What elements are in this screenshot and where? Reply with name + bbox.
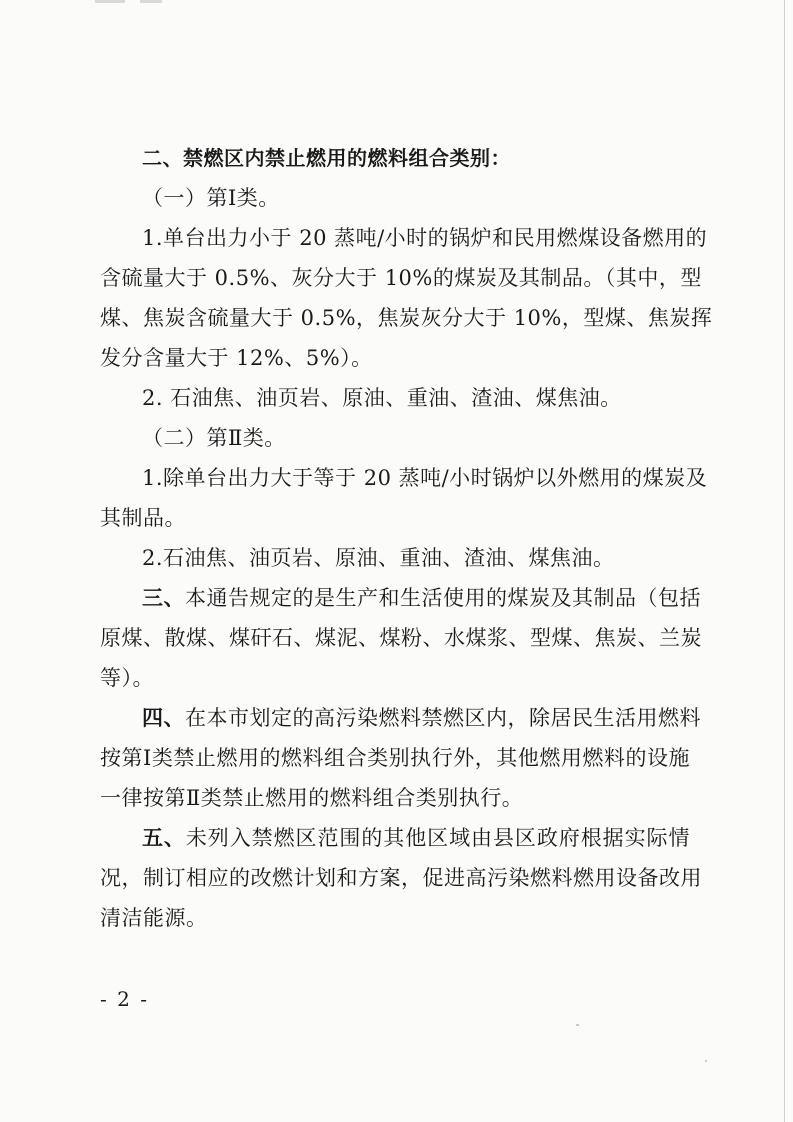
- section-three-line: 等）。: [100, 666, 154, 690]
- section-three-line: 原煤、散煤、煤矸石、煤泥、煤粉、水煤浆、型煤、焦炭、兰炭: [100, 626, 702, 650]
- section-four-line: 按第Ⅰ类禁止燃用的燃料组合类别执行外，其他燃用燃料的设施: [100, 746, 690, 770]
- section-five-text: 未列入禁燃区范围的其他区域由县区政府根据实际情: [185, 826, 690, 850]
- cat2-item1-line: 其制品。: [100, 506, 186, 530]
- cat1-item1-line: 发分含量大于 12%、5%）。: [100, 346, 373, 370]
- section-four-line: 一律按第Ⅱ类禁止燃用的燃料组合类别执行。: [100, 786, 524, 810]
- category-one-title: （一）第Ⅰ类。: [142, 186, 280, 210]
- section-four-text: 在本市划定的高污染燃料禁燃区内，除居民生活用燃料: [185, 706, 701, 730]
- document-body: [100, 138, 713, 938]
- section-three-line: [100, 578, 701, 618]
- section-five-line: 清洁能源。: [100, 906, 208, 930]
- section-four-line: [100, 698, 701, 738]
- section-five-lead: 五、: [142, 826, 186, 850]
- scan-speck: [576, 1024, 579, 1026]
- section-two-heading: 二、禁燃区内禁止燃用的燃料组合类别：: [142, 146, 511, 170]
- section-four-lead: 四、: [142, 706, 185, 730]
- category-two-title: （二）第Ⅱ类。: [142, 426, 286, 450]
- section-five-line: 况，制订相应的改燃计划和方案，促进高污染燃料燃用设备改用: [100, 866, 702, 890]
- cat1-item1-line: 1.单台出力小于 20 蒸吨/小时的锅炉和民用燃煤设备燃用的: [142, 226, 708, 250]
- section-three-text: 本通告规定的是生产和生活使用的煤炭及其制品（包括: [185, 586, 701, 610]
- cat2-item1-line: 1.除单台出力大于等于 20 蒸吨/小时锅炉以外燃用的煤炭及: [142, 466, 708, 490]
- scan-speck: [705, 1060, 707, 1062]
- cat1-item1-line: 煤、焦炭含硫量大于 0.5%，焦炭灰分大于 10%，型煤、焦炭挥: [100, 306, 713, 330]
- cat2-item2: 2.石油焦、油页岩、原油、重油、渣油、煤焦油。: [142, 546, 615, 570]
- cat1-item1-line: 含硫量大于 0.5%、灰分大于 10%的煤炭及其制品。（其中，型: [100, 266, 702, 290]
- page-number: - 2 -: [100, 987, 149, 1011]
- cat1-item2: 2. 石油焦、油页岩、原油、重油、渣油、煤焦油。: [142, 386, 622, 410]
- section-five-line: [100, 818, 690, 858]
- scan-edge-line: [784, 0, 785, 1122]
- section-three-lead: 三、: [142, 586, 185, 610]
